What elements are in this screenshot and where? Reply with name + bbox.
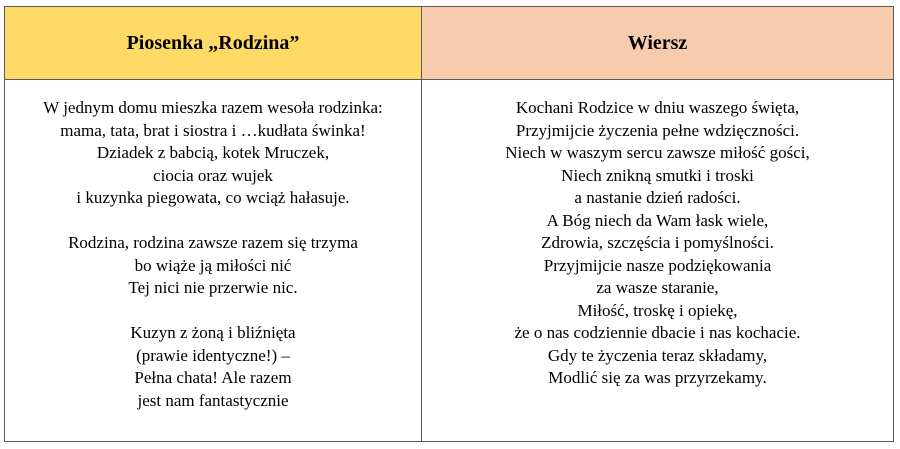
song-line: Tej nici nie przerwie nic. [128,278,298,297]
song-line: i kuzynka piegowata, co wciąż hałasuje. [76,188,350,207]
poem-line: Kochani Rodzice w dniu waszego święta, [515,98,800,117]
song-line: bo wiąże ją miłości nić [134,255,292,275]
stanza-gap [5,210,421,233]
poem-text-cell [422,80,894,442]
poem-line: za wasze staranie, [596,278,719,297]
poem-lines [422,80,893,390]
stanza-gap [5,300,421,323]
song-line: W jednym domu mieszka razem wesoła rodzinka: [43,98,383,117]
song-line: ciocia oraz wujek [153,165,273,185]
song-lyrics [5,80,421,412]
song-line: Kuzyn z żoną i bliźnięta [130,323,296,342]
poem-line: Gdy te życzenia teraz składamy, [547,345,768,365]
poem-line: Zdrowia, szczęścia i pomyślności. [541,233,774,252]
poem-line: A Bóg niech da Wam łask wiele, [546,210,769,230]
poem-line: Niech znikną smutki i troski [561,165,754,185]
table-body-row [5,80,894,442]
song-header-cell [5,7,422,80]
song-line: mama, tata, brat i siostra i …kudłata świnka! [60,120,366,140]
poem-line: Miłość, troskę i opiekę, [577,300,738,320]
song-line: Rodzina, rodzina zawsze razem się trzyma [68,233,358,252]
song-line: (prawie identyczne!) – [136,345,290,365]
poem-line: a nastanie dzień radości. [574,188,741,207]
poem-line: Przyjmijcie życzenia pełne wdzięczności. [515,120,800,140]
poem-line: Przyjmijcie nasze podziękowania [543,255,772,275]
table-header-row [5,7,894,80]
poem-line: że o nas codziennie dbacie i nas kochacie. [514,323,801,342]
song-line: Dziadek z babcią, kotek Mruczek, [96,143,330,162]
poem-line: Niech w waszym sercu zawsze miłość gości, [505,143,810,162]
poem-title: Wiersz [627,31,688,54]
song-line: jest nam fantastycznie [137,390,289,410]
poem-header-cell [422,7,894,80]
comparison-table [4,6,894,442]
song-lyrics-cell [5,80,422,442]
poem-line: Modlić się za was przyrzekamy. [548,368,767,387]
song-title: Piosenka „Rodzina” [126,31,300,54]
song-line: Pełna chata! Ale razem [134,368,292,387]
